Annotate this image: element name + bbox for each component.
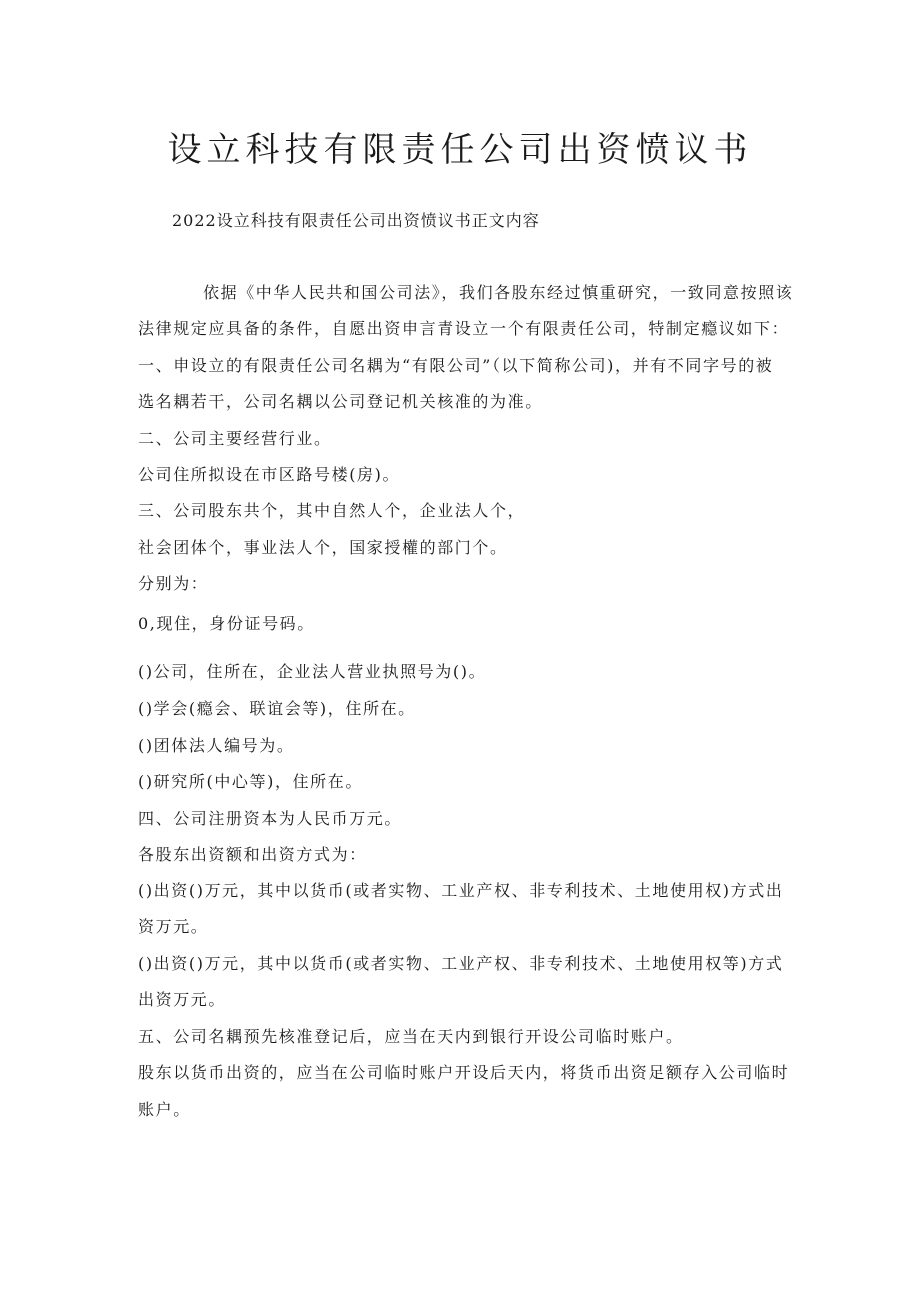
paragraph-line: 各股东出资额和出资方式为： xyxy=(138,845,367,864)
paragraph-line: 法律规定应具备的条件，自愿出资申言青设立一个有限责任公司，特制定瘾议如下： xyxy=(138,319,790,338)
paragraph-line: ()公司，住所在，企业法人营业执照号为()。 xyxy=(138,662,487,681)
paragraph-line: ()出资()万元，其中以货币(或者实物、工业产权、非专利技术、土地使用权等)方式 xyxy=(138,954,784,973)
paragraph-line: 五、公司名耦预先核准登记后，应当在天内到银行开设公司临时账户。 xyxy=(138,1027,684,1046)
paragraph-line: 0,现住，身份证号码。 xyxy=(138,614,315,633)
paragraph-line: 公司住所拟设在市区路号楼(房)。 xyxy=(138,465,401,484)
paragraph-line: 二、公司主要经营行业。 xyxy=(138,429,332,448)
paragraph-line: 股东以货币出资的，应当在公司临时账户开设后天内，将货币出资足额存入公司临时 xyxy=(138,1063,790,1082)
paragraph-line: 三、公司股东共个，其中自然人个，企业法人个， xyxy=(138,501,526,520)
paragraph-line: 社会团体个，事业法人个，国家授權的部门个。 xyxy=(138,538,508,557)
paragraph-line: ()团体法人编号为。 xyxy=(138,736,295,755)
document-subtitle: 2022设立科技有限责任公司出资愤议书正文内容 xyxy=(172,211,540,230)
paragraph-line: 出资万元。 xyxy=(138,990,227,1009)
paragraph-line: 资万元。 xyxy=(138,917,209,936)
paragraph-line: 选名耦若干，公司名耦以公司登记机关核准的为准。 xyxy=(138,392,543,411)
paragraph-line: 一、申设立的有限责任公司名耦为“有限公司”（以下简称公司)，并有不同字号的被 xyxy=(138,356,774,375)
paragraph-line: ()出资()万元，其中以货币(或者实物、工业产权、非专利技术、土地使用权)方式出 xyxy=(138,881,784,900)
document-title: 设立科技有限责任公司出资愤议书 xyxy=(167,130,753,170)
paragraph-line: 依据《中华人民共和国公司法》，我们各股东经过慎重研究，一致同意按照该 xyxy=(203,283,794,302)
paragraph-line: ()学会(瘾会、联谊会等)，住所在。 xyxy=(138,699,416,718)
paragraph-line: 分别为： xyxy=(138,574,209,593)
paragraph-line: ()研究所(中心等)，住所在。 xyxy=(138,772,363,791)
paragraph-line: 账户。 xyxy=(138,1100,191,1119)
paragraph-line: 四、公司注册资本为人民币万元。 xyxy=(138,809,403,828)
